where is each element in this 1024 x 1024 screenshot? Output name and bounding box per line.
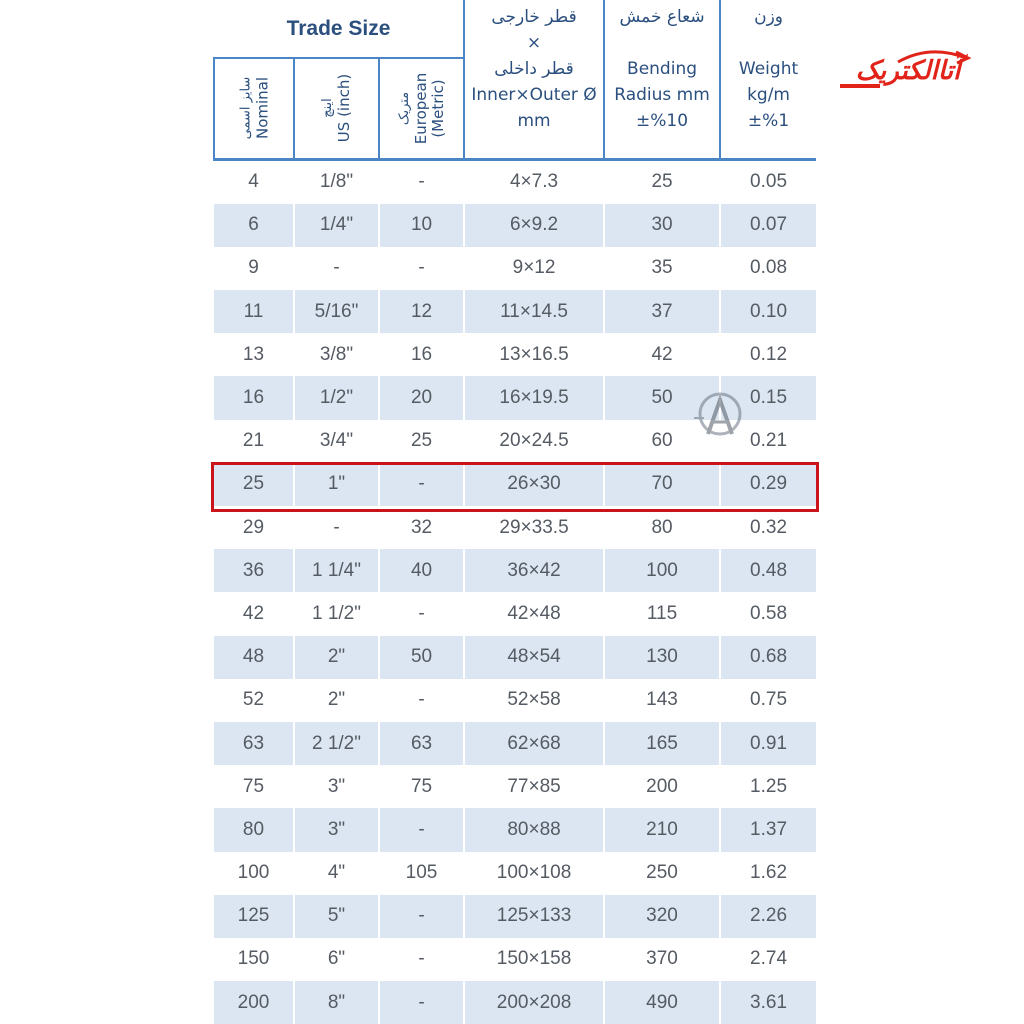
- cell-us: 5/16": [294, 290, 379, 333]
- cell-bend: 37: [604, 290, 720, 333]
- cell-us: 1/4": [294, 204, 379, 247]
- bending-tolerance: ±%10: [636, 111, 689, 131]
- cell-diam: 16×19.5: [464, 376, 604, 419]
- cell-nominal: 6: [214, 204, 294, 247]
- cell-bend: 25: [604, 159, 720, 204]
- table-row: [214, 290, 816, 333]
- diameter-inner-fa: قطر داخلی: [494, 59, 574, 79]
- cell-us: 1 1/4": [294, 549, 379, 592]
- cell-nominal: 63: [214, 722, 294, 765]
- cell-us: 5": [294, 895, 379, 938]
- table-row: [214, 204, 816, 247]
- cell-bend: 143: [604, 679, 720, 722]
- cell-diam: 26×30: [464, 463, 604, 506]
- cell-bend: 100: [604, 549, 720, 592]
- nominal-fa: سایز اسمی: [237, 76, 253, 140]
- diameter-outer-fa: قطر خارجی: [491, 7, 577, 27]
- cell-nominal: 100: [214, 852, 294, 895]
- cell-diam: 4×7.3: [464, 159, 604, 204]
- cell-bend: 490: [604, 981, 720, 1024]
- cell-eu: -: [379, 938, 464, 981]
- table-row: [214, 333, 816, 376]
- table-row: [214, 506, 816, 549]
- cell-eu: -: [379, 592, 464, 635]
- cell-eu: 40: [379, 549, 464, 592]
- cell-us: 1": [294, 463, 379, 506]
- table-row: [214, 852, 816, 895]
- cell-eu: 32: [379, 506, 464, 549]
- cell-weight: 0.58: [720, 592, 816, 635]
- cell-diam: 52×58: [464, 679, 604, 722]
- eu-en: European: [412, 72, 431, 144]
- cell-nominal: 9: [214, 247, 294, 290]
- cell-diam: 42×48: [464, 592, 604, 635]
- cell-bend: 200: [604, 765, 720, 808]
- bending-en-1: Bending: [627, 59, 698, 79]
- table-row: [214, 247, 816, 290]
- cell-nominal: 21: [214, 420, 294, 463]
- weight-tolerance: ±%1: [747, 111, 790, 131]
- cell-eu: 20: [379, 376, 464, 419]
- cell-eu: -: [379, 808, 464, 851]
- cell-us: 8": [294, 981, 379, 1024]
- cell-weight: 0.21: [720, 420, 816, 463]
- european-metric-header: [379, 58, 464, 159]
- cell-diam: 100×108: [464, 852, 604, 895]
- cell-bend: 80: [604, 506, 720, 549]
- table-row: [214, 159, 816, 204]
- cell-diam: 6×9.2: [464, 204, 604, 247]
- cell-bend: 50: [604, 376, 720, 419]
- cell-nominal: 25: [214, 463, 294, 506]
- cell-nominal: 200: [214, 981, 294, 1024]
- conduit-spec-table: [213, 0, 816, 1024]
- cell-weight: 2.74: [720, 938, 816, 981]
- cell-eu: 12: [379, 290, 464, 333]
- table-row: [214, 765, 816, 808]
- cell-bend: 35: [604, 247, 720, 290]
- spec-table-body: [214, 159, 816, 1024]
- cell-weight: 0.12: [720, 333, 816, 376]
- cell-eu: 10: [379, 204, 464, 247]
- cell-weight: 0.05: [720, 159, 816, 204]
- table-row: [214, 679, 816, 722]
- cell-diam: 200×208: [464, 981, 604, 1024]
- cell-eu: -: [379, 247, 464, 290]
- cell-nominal: 75: [214, 765, 294, 808]
- cell-bend: 370: [604, 938, 720, 981]
- cell-nominal: 125: [214, 895, 294, 938]
- cell-bend: 42: [604, 333, 720, 376]
- weight-fa: وزن: [754, 7, 783, 27]
- cell-nominal: 11: [214, 290, 294, 333]
- cell-diam: 125×133: [464, 895, 604, 938]
- table-row: [214, 592, 816, 635]
- cell-bend: 30: [604, 204, 720, 247]
- cell-us: 3": [294, 808, 379, 851]
- cell-weight: 1.25: [720, 765, 816, 808]
- bending-radius-header: [604, 0, 720, 159]
- cell-us: -: [294, 247, 379, 290]
- nominal-en: Nominal: [252, 77, 271, 140]
- cell-us: 2": [294, 679, 379, 722]
- cell-bend: 320: [604, 895, 720, 938]
- table-row: [214, 808, 816, 851]
- cell-eu: 50: [379, 636, 464, 679]
- cell-eu: -: [379, 463, 464, 506]
- logo-text: آتاالکتریک: [855, 56, 961, 86]
- cell-us: 6": [294, 938, 379, 981]
- cell-nominal: 16: [214, 376, 294, 419]
- eu-en-2: (Metric): [429, 79, 448, 138]
- table-row: [214, 549, 816, 592]
- cell-weight: 0.48: [720, 549, 816, 592]
- cell-eu: 25: [379, 420, 464, 463]
- cell-nominal: 29: [214, 506, 294, 549]
- cell-diam: 11×14.5: [464, 290, 604, 333]
- cell-weight: 1.37: [720, 808, 816, 851]
- highlighted-row-frame: [211, 462, 819, 512]
- cell-eu: -: [379, 679, 464, 722]
- cell-us: 3": [294, 765, 379, 808]
- cell-eu: -: [379, 895, 464, 938]
- cell-eu: 105: [379, 852, 464, 895]
- cell-weight: 0.15: [720, 376, 816, 419]
- cell-eu: -: [379, 159, 464, 204]
- cell-us: 1/2": [294, 376, 379, 419]
- cell-us: -: [294, 506, 379, 549]
- cell-eu: -: [379, 981, 464, 1024]
- weight-header: [720, 0, 816, 159]
- cell-bend: 165: [604, 722, 720, 765]
- cell-diam: 77×85: [464, 765, 604, 808]
- cell-eu: 63: [379, 722, 464, 765]
- cell-us: 3/8": [294, 333, 379, 376]
- cell-bend: 70: [604, 463, 720, 506]
- cell-weight: 1.62: [720, 852, 816, 895]
- cell-nominal: 52: [214, 679, 294, 722]
- cell-diam: 80×88: [464, 808, 604, 851]
- cell-weight: 2.26: [720, 895, 816, 938]
- diameter-header: [464, 0, 604, 159]
- table-row: [214, 895, 816, 938]
- cell-weight: 0.91: [720, 722, 816, 765]
- cell-us: 1 1/2": [294, 592, 379, 635]
- cell-diam: 150×158: [464, 938, 604, 981]
- table-row: [214, 722, 816, 765]
- cell-diam: 20×24.5: [464, 420, 604, 463]
- us-en: US (inch): [335, 74, 354, 143]
- cell-bend: 130: [604, 636, 720, 679]
- cell-nominal: 36: [214, 549, 294, 592]
- cell-nominal: 80: [214, 808, 294, 851]
- cell-nominal: 13: [214, 333, 294, 376]
- cell-us: 3/4": [294, 420, 379, 463]
- trade-size-header: Trade Size: [214, 0, 464, 58]
- cell-diam: 29×33.5: [464, 506, 604, 549]
- cell-weight: 0.75: [720, 679, 816, 722]
- cell-bend: 60: [604, 420, 720, 463]
- cell-weight: 0.29: [720, 463, 816, 506]
- cell-diam: 9×12: [464, 247, 604, 290]
- cell-us: 2 1/2": [294, 722, 379, 765]
- weight-unit: kg/m: [747, 85, 790, 105]
- cell-weight: 0.08: [720, 247, 816, 290]
- cell-weight: 0.68: [720, 636, 816, 679]
- table-row: [214, 636, 816, 679]
- cell-diam: 62×68: [464, 722, 604, 765]
- cell-weight: 0.07: [720, 204, 816, 247]
- cell-bend: 250: [604, 852, 720, 895]
- cell-eu: 16: [379, 333, 464, 376]
- cell-weight: 0.32: [720, 506, 816, 549]
- diameter-times: ×: [526, 33, 542, 53]
- cell-diam: 48×54: [464, 636, 604, 679]
- cell-us: 4": [294, 852, 379, 895]
- cell-diam: 13×16.5: [464, 333, 604, 376]
- weight-en: Weight: [738, 59, 799, 79]
- us-fa: اینچ: [320, 98, 336, 119]
- cell-us: 1/8": [294, 159, 379, 204]
- table-row: [214, 981, 816, 1024]
- cell-nominal: 4: [214, 159, 294, 204]
- eu-fa: متریک: [397, 91, 413, 125]
- cell-bend: 115: [604, 592, 720, 635]
- us-inch-header: [294, 58, 379, 159]
- cell-nominal: 42: [214, 592, 294, 635]
- bending-en-2: Radius mm: [614, 85, 710, 105]
- letter-a-watermark-icon: [690, 388, 746, 444]
- cell-us: 2": [294, 636, 379, 679]
- nominal-header: [214, 58, 294, 159]
- diameter-en: Inner×Outer Ø: [471, 85, 597, 105]
- cell-nominal: 150: [214, 938, 294, 981]
- cell-eu: 75: [379, 765, 464, 808]
- cell-weight: 3.61: [720, 981, 816, 1024]
- diameter-unit: mm: [517, 111, 551, 131]
- cell-diam: 36×42: [464, 549, 604, 592]
- cell-weight: 0.10: [720, 290, 816, 333]
- table-row: [214, 938, 816, 981]
- cell-bend: 210: [604, 808, 720, 851]
- cell-nominal: 48: [214, 636, 294, 679]
- brand-logo: [838, 46, 978, 100]
- bending-fa: شعاع خمش: [619, 7, 705, 27]
